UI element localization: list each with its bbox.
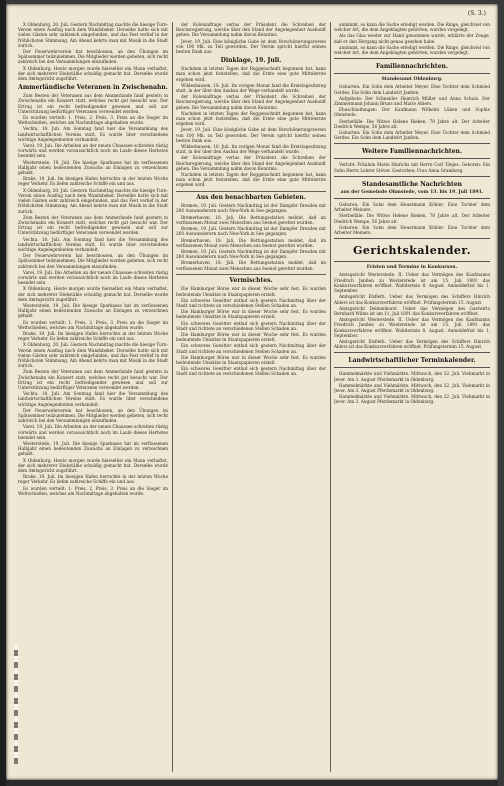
article-text: X Oldenburg. Heute morgen wurde hierselbst ein Mann verhaftet, der sich mehrerer Diebstähle schuldig gemacht hat. Derselbe wurde dem Amtsgericht zugeführt.	[18, 286, 168, 302]
article-text: Brake, 19. Juli. Im hiesigen Hafen herrschte in der letzten Woche reger Verkehr. Es liefen zahlreiche Schiffe ein und aus.	[18, 330, 168, 342]
section-box	[334, 352, 490, 368]
column-2	[176, 22, 326, 772]
color-scale-bar	[14, 644, 18, 764]
article-text: der Kolonialfrage verlas der Präsident die Schreiben der Reichsregierung, welche über den Stand der Angelegenheit Auskunft geben. Die Versammlung nahm davon Kenntnis.	[176, 155, 326, 171]
article-text: der Kolonialfrage verlas der Präsident die Schreiben der Reichsregierung, welche über den Stand der Angelegenheit Auskunft geben. Die Versammlung nahm davon Kenntnis.	[176, 94, 326, 110]
section-heading: Ammerländische Veteranen in Zwischenahn.	[18, 84, 168, 92]
article-text: Geboren: Ein Sohn dem Heuermann Köhler. Eine Tochter dem Arbeiter Meiners.	[334, 202, 490, 213]
article-text: Verlobt: Fräulein Marie Hinrichs mit Herrn Carl Tönjes. Geboren: Ein Sohn Herrn Lehrer Stöver. Gestorben: Frau Anna Gramberg.	[334, 162, 490, 173]
section-heading: Dinklage, 19. Juli.	[220, 57, 282, 65]
article-text: Nachdem in letzten Tagen der Roggenschnitt begonnen hat, kann man schon jetzt feststellen, daß die Ernte eine gute Mittelernte ergeben wird.	[176, 66, 326, 82]
article-text: Es wurden verteilt: 1. Preis, 2. Preis, 3. Preis an die Sieger im Wettschießen, welches am Nachmittage abgehalten wurde.	[18, 115, 168, 126]
article-text: Jever, 19. Juli. Eine königliche Gabe ist dem Verschönerungsverein von 100 Mk. zu Teil geworden. Der Verein spricht hierfür seinen besten Dank aus.	[176, 38, 326, 55]
article-text: X Oldenburg, 20. Juli. Gestern Nachmittag machte die hiesige Turn-Verein einen Ausflug nach dem Wandsbeker. Derselbe hatte sich mit vielen Gästen sehr zahlreich eingefunden, und das Fest verlief in der fröhlichsten Stimmung. Am Abend kehrte man mit Musik in die Stadt zurück.	[18, 342, 168, 369]
article-text: Eheschließungen: Der Kaufmann Wilhelm Lüken und Sophie Ohmstede.	[334, 107, 490, 118]
article-text: Vechta, 18. Juli. Am Sonntag fand hier die Versammlung des landwirtschaftlichen Vereins statt. Es wurde über verschiedene wichtige Angelegenheiten verhandelt.	[18, 126, 168, 142]
section-box	[334, 238, 490, 262]
article-text: Zum Besten der Veteranen aus dem Ammerlande fand gestern in Zwischenahn ein Konzert statt, welches recht gut besucht war. Der Ertrag ist ein recht befriedigender gewesen und soll zur Unterstützung bedürftiger Veteranen verwendet werden.	[18, 93, 168, 114]
article-text: Der Feuerwehrverein hat beschlossen, an den Übungen im Spätsommer teilzunehmen. Die Mitglieder werden gebeten, sich recht zahlreich bei den Versammlungen einzufinden.	[18, 407, 168, 424]
column-3	[334, 22, 490, 772]
section-heading: Aus den benachbarten Gebieten.	[196, 194, 306, 202]
subheading: aus der Gemeinde Ohmstede, vom 13. bis 19. Juli 1891.	[340, 189, 484, 195]
article-text: Hammelmärkte und Viehmärkte. Mittwoch, den 22. Juli. Viehmarkt in Jever. Am 3. August Pferdemarkt in Oldenburg.	[334, 371, 490, 382]
article-text: Sterbefälle: Die Witwe Helene Rieken, 78 Jahre alt. Der Arbeiter Diedrich Wempe, 56 Jahre alt.	[334, 118, 490, 129]
article-text: Die Hamburger Börse war in dieser Woche sehr fest. Es wurden bedeutende Umsätze in Staatspapieren erzielt.	[176, 354, 326, 365]
article-text: Hammelmärkte und Viehmärkte. Mittwoch, den 22. Juli. Viehmarkt in Jever. Am 3. August Pferdemarkt in Oldenburg.	[334, 394, 490, 405]
article-text: X Oldenburg. Heute morgen wurde hierselbst ein Mann verhaftet, der sich mehrerer Diebstähle schuldig gemacht hat. Derselbe wurde dem Amtsgericht zugeführt.	[18, 65, 168, 82]
article-text: Westerstede, 19. Juli. Die hiesige Sparkasse hat im verflossenen Halbjahr einen bedeutenden Zuwachs an Einlagen zu verzeichnen gehabt.	[18, 441, 168, 457]
article-text: Bremen, 19. Juli. Gestern Nachmittag ist der Dampfer Dresden mit 260 Auswanderern nach New-York in See gegangen.	[176, 226, 326, 237]
article-text: Geburten: Ein Sohn dem Arbeiter Meyer. Eine Tochter dem Schmied Gerdes. Ein Sohn dem Landwirt Janßen.	[334, 130, 490, 141]
article-text: Jever, 19. Juli. Eine königliche Gabe ist dem Verschönerungsverein von 100 Mk. zu Teil geworden. Der Verein spricht hierfür seinen besten Dank aus.	[176, 127, 326, 143]
article-text: Die Hamburger Börse war in dieser Woche sehr fest. Es wurden bedeutende Umsätze in Staatspapieren erzielt.	[176, 286, 326, 297]
section-box	[334, 143, 490, 159]
article-text: Hammelmärkte und Viehmärkte. Mittwoch, den 22. Juli. Viehmarkt in Jever. Am 3. August Pferdemarkt in Oldenburg.	[334, 382, 490, 393]
article-text: Wildeshausen, 18. Juli. Im vorigen Monat fand die Kreistagssitzung statt, in der über den Ausbau der Wege verhandelt wurde.	[176, 144, 326, 155]
article-text: Bremerhaven, 18. Juli. Die Rettungsstation meldet, daß im verflossenen Monat zwei Menschen aus Seenot gerettet wurden.	[176, 260, 326, 271]
subheading: Standesamt Oldenburg.	[381, 77, 443, 83]
divider	[176, 191, 326, 192]
section-heading: Vermischtes.	[229, 277, 273, 285]
article-text: Zum Besten der Veteranen aus dem Ammerlande fand gestern in Zwischenahn ein Konzert statt, welches recht gut besucht war. Der Ertrag ist ein recht befriedigender gewesen und soll zur Unterstützung bedürftiger Veteranen verwendet werden.	[18, 214, 168, 236]
article-text: Als das Glas wieder zur Hand genommen wurde, erklärte der Zeuge, daß er den Hergang nicht genau gesehen habe.	[334, 33, 490, 44]
article-text: Bremen, 19. Juli. Gestern Nachmittag ist der Dampfer Dresden mit 260 Auswanderern nach New-York in See gegangen.	[176, 203, 326, 214]
article-text: Wildeshausen, 18. Juli. Im vorigen Monat fand die Kreistagssitzung statt, in der über den Ausbau der Wege verhandelt wurde.	[176, 82, 326, 94]
scan-border	[6, 780, 498, 786]
newspaper-page	[6, 4, 498, 780]
article-text: Sterbefälle: Die Witwe Helene Rieken, 78 Jahre alt. Der Arbeiter Diedrich Wempe, 56 Jahre alt.	[334, 213, 490, 224]
large-heading: Gerichtskalender.	[352, 244, 472, 258]
column-rule	[172, 22, 173, 772]
article-text: Amtsgericht Westerstede. II. Ueber das Vermögen des Kaufmanns Friedrich Janßen zu Westerstede ist am 15. Juli 1891 das Konkursverfahren eröffnet. Wahltermin 8. August. Anmeldefrist bis 1. September.	[334, 317, 490, 338]
article-text: Westerstede, 19. Juli. Die hiesige Sparkasse hat im verflossenen Halbjahr einen bedeutenden Zuwachs an Einlagen zu verzeichnen gehabt.	[18, 302, 168, 319]
article-text: Vechta, 18. Juli. Am Sonntag fand hier die Versammlung des landwirtschaftlichen Vereins statt. Es wurde über verschiedene wichtige Angelegenheiten verhandelt.	[18, 236, 168, 252]
article-text: Ein schweres Gewitter entlud sich gestern Nachmittag über der Stadt und richtete an verschiedenen Stellen Schaden an.	[176, 320, 326, 331]
article-text: Geboren: Ein Sohn dem Heuermann Köhler. Eine Tochter dem Arbeiter Meiners.	[334, 224, 490, 236]
section-box	[334, 58, 490, 74]
article-text: Bremerhaven, 18. Juli. Die Rettungsstation meldet, daß im verflossenen Monat zwei Menschen aus Seenot gerettet wurden.	[176, 237, 326, 248]
article-text: Die Hamburger Börse war in dieser Woche sehr fest. Es wurden bedeutende Umsätze in Staatspapieren erzielt.	[176, 331, 326, 343]
page-number: (S. 3.)	[467, 10, 486, 17]
divider	[176, 274, 326, 275]
article-text: Varel, 19. Juli. Die Arbeiten an der neuen Chaussee schreiten rüstig vorwärts und werden voraussichtlich noch im Laufe dieses Herbstes beendet sein.	[18, 424, 168, 440]
article-text: Nachdem in letzten Tagen der Roggenschnitt begonnen hat, kann man schon jetzt feststellen, daß die Ernte eine gute Mittelernte ergeben wird.	[176, 172, 326, 188]
article-text: Westerstede, 19. Juli. Die hiesige Sparkasse hat im verflossenen Halbjahr einen bedeutenden Zuwachs an Einlagen zu verzeichnen gehabt.	[18, 159, 168, 176]
article-text: Der Feuerwehrverein hat beschlossen, an den Übungen im Spätsommer teilzunehmen. Die Mitglieder werden gebeten, sich recht zahlreich bei den Versammlungen einzufinden.	[18, 49, 168, 65]
article-text: Geburten: Ein Sohn dem Arbeiter Meyer. Eine Tochter dem Schmied Gerdes. Ein Sohn dem Landwirt Janßen.	[334, 84, 490, 95]
subheading: Fristen und Termine in Konkursen.	[366, 265, 458, 271]
article-text: Es wurden verteilt: 1. Preis, 2. Preis, 3. Preis an die Sieger im Wettschießen, welches am Nachmittage abgehalten wurde.	[18, 485, 168, 496]
section-heading: Familiennachrichten.	[376, 63, 448, 71]
article-text: Der Feuerwehrverein hat beschlossen, an den Übungen im Spätsommer teilzunehmen. Die Mitglieder werden gebeten, sich recht zahlreich bei den Versammlungen einzufinden.	[18, 253, 168, 269]
article-text: annimmt, so kann die Sache erledigt werden. Die Ringe, gleichviel von welcher Art, die dem Angeklagten gehörten, wurden vorgelegt.	[334, 22, 490, 33]
article-text: Bremerhaven, 18. Juli. Die Rettungsstation meldet, daß im verflossenen Monat zwei Menschen aus Seenot gerettet wurden.	[176, 214, 326, 225]
column-rule	[330, 22, 331, 772]
article-text: X Oldenburg. Heute morgen wurde hierselbst ein Mann verhaftet, der sich mehrerer Diebstähle schuldig gemacht hat. Derselbe wurde dem Amtsgericht zugeführt.	[18, 457, 168, 474]
section-heading: Standesamtliche Nachrichten	[361, 180, 463, 188]
article-text: X Oldenburg, 20. Juli. Gestern Nachmittag machte die hiesige Turn-Verein einen Ausflug nach dem Wandsbeker. Derselbe hatte sich mit vielen Gästen sehr zahlreich eingefunden, und das Fest verlief in der fröhlichsten Stimmung. Am Abend kehrte man mit Musik in die Stadt zurück.	[18, 22, 168, 48]
article-text: Nachdem in letzten Tagen der Roggenschnitt begonnen hat, kann man schon jetzt feststellen, daß die Ernte eine gute Mittelernte ergeben wird.	[176, 110, 326, 127]
article-text: der Kolonialfrage verlas der Präsident die Schreiben der Reichsregierung, welche über den Stand der Angelegenheit Auskunft geben. Die Versammlung nahm davon Kenntnis.	[176, 22, 326, 38]
article-text: Aufgebote: Der Schneider Heinrich Müller und Anna Schulz. Der Zimmermann Johann Bruns und Marie Ahlers.	[334, 95, 490, 107]
article-text: Amtsgericht Delmenhorst. Ueber das Vermögen des Gastwirts Bernhard Wilms ist am 11. Juli 1891 das Konkursverfahren eröffnet.	[334, 305, 490, 316]
article-text: X Oldenburg, 20. Juli. Gestern Nachmittag machte die hiesige Turn-Verein einen Ausflug nach dem Wandsbeker. Derselbe hatte sich mit vielen Gästen sehr zahlreich eingefunden, und das Fest verlief in der fröhlichsten Stimmung. Am Abend kehrte man mit Musik in die Stadt zurück.	[18, 187, 168, 214]
article-text: Varel, 19. Juli. Die Arbeiten an der neuen Chaussee schreiten rüstig vorwärts und werden voraussichtlich noch im Laufe dieses Herbstes beendet sein.	[18, 269, 168, 286]
article-text: Brake, 19. Juli. Im hiesigen Hafen herrschte in der letzten Woche reger Verkehr. Es liefen zahlreiche Schiffe ein und aus.	[18, 176, 168, 187]
article-text: Amtsgericht Westerstede. II. Ueber das Vermögen des Kaufmanns Friedrich Janßen zu Westerstede ist am 15. Juli 1891 das Konkursverfahren eröffnet. Wahltermin 8. August. Anmeldefrist bis 1. September.	[334, 272, 490, 294]
article-text: Es wurden verteilt: 1. Preis, 2. Preis, 3. Preis an die Sieger im Wettschießen, welches am Nachmittage abgehalten wurde.	[18, 319, 168, 330]
article-text: Vechta, 18. Juli. Am Sonntag fand hier die Versammlung des landwirtschaftlichen Vereins statt. Es wurde über verschiedene wichtige Angelegenheiten verhandelt.	[18, 391, 168, 407]
article-text: annimmt, so kann die Sache erledigt werden. Die Ringe, gleichviel von welcher Art, die dem Angeklagten gehörten, wurden vorgelegt.	[334, 44, 490, 56]
article-text: Ein schweres Gewitter entlud sich gestern Nachmittag über der Stadt und richtete an verschiedenen Stellen Schaden an.	[176, 343, 326, 354]
article-text: Bremen, 19. Juli. Gestern Nachmittag ist der Dampfer Dresden mit 260 Auswanderern nach New-York in See gegangen.	[176, 248, 326, 260]
section-heading: Weitere Familiennachrichten.	[362, 148, 462, 156]
column-1	[18, 22, 168, 772]
article-text: Amtsgericht Elsfleth. Ueber das Vermögen des Schiffers Hinrich Ahlers ist das Konkursverfahren eröffnet. Prüfungstermin 15. August.	[334, 338, 490, 350]
article-text: Brake, 19. Juli. Im hiesigen Hafen herrschte in der letzten Woche reger Verkehr. Es liefen zahlreiche Schiffe ein und aus.	[18, 474, 168, 485]
section-heading: Landwirtschaftlicher Terminkalender.	[348, 357, 476, 365]
section-box	[334, 176, 490, 199]
article-text: Ein schweres Gewitter entlud sich gestern Nachmittag über der Stadt und richtete an verschiedenen Stellen Schaden an.	[176, 297, 326, 308]
article-text: Ein schweres Gewitter entlud sich gestern Nachmittag über der Stadt und richtete an verschiedenen Stellen Schaden an.	[176, 366, 326, 377]
article-text: Varel, 19. Juli. Die Arbeiten an der neuen Chaussee schreiten rüstig vorwärts und werden voraussichtlich noch im Laufe dieses Herbstes beendet sein.	[18, 143, 168, 159]
article-text: Die Hamburger Börse war in dieser Woche sehr fest. Es wurden bedeutende Umsätze in Staatspapieren erzielt.	[176, 309, 326, 320]
article-text: Amtsgericht Elsfleth. Ueber das Vermögen des Schiffers Hinrich Ahlers ist das Konkursverfahren eröffnet. Prüfungstermin 15. August.	[334, 294, 490, 305]
article-text: Zum Besten der Veteranen aus dem Ammerlande fand gestern in Zwischenahn ein Konzert statt, welches recht gut besucht war. Der Ertrag ist ein recht befriedigender gewesen und soll zur Unterstützung bedürftiger Veteranen verwendet werden.	[18, 369, 168, 390]
